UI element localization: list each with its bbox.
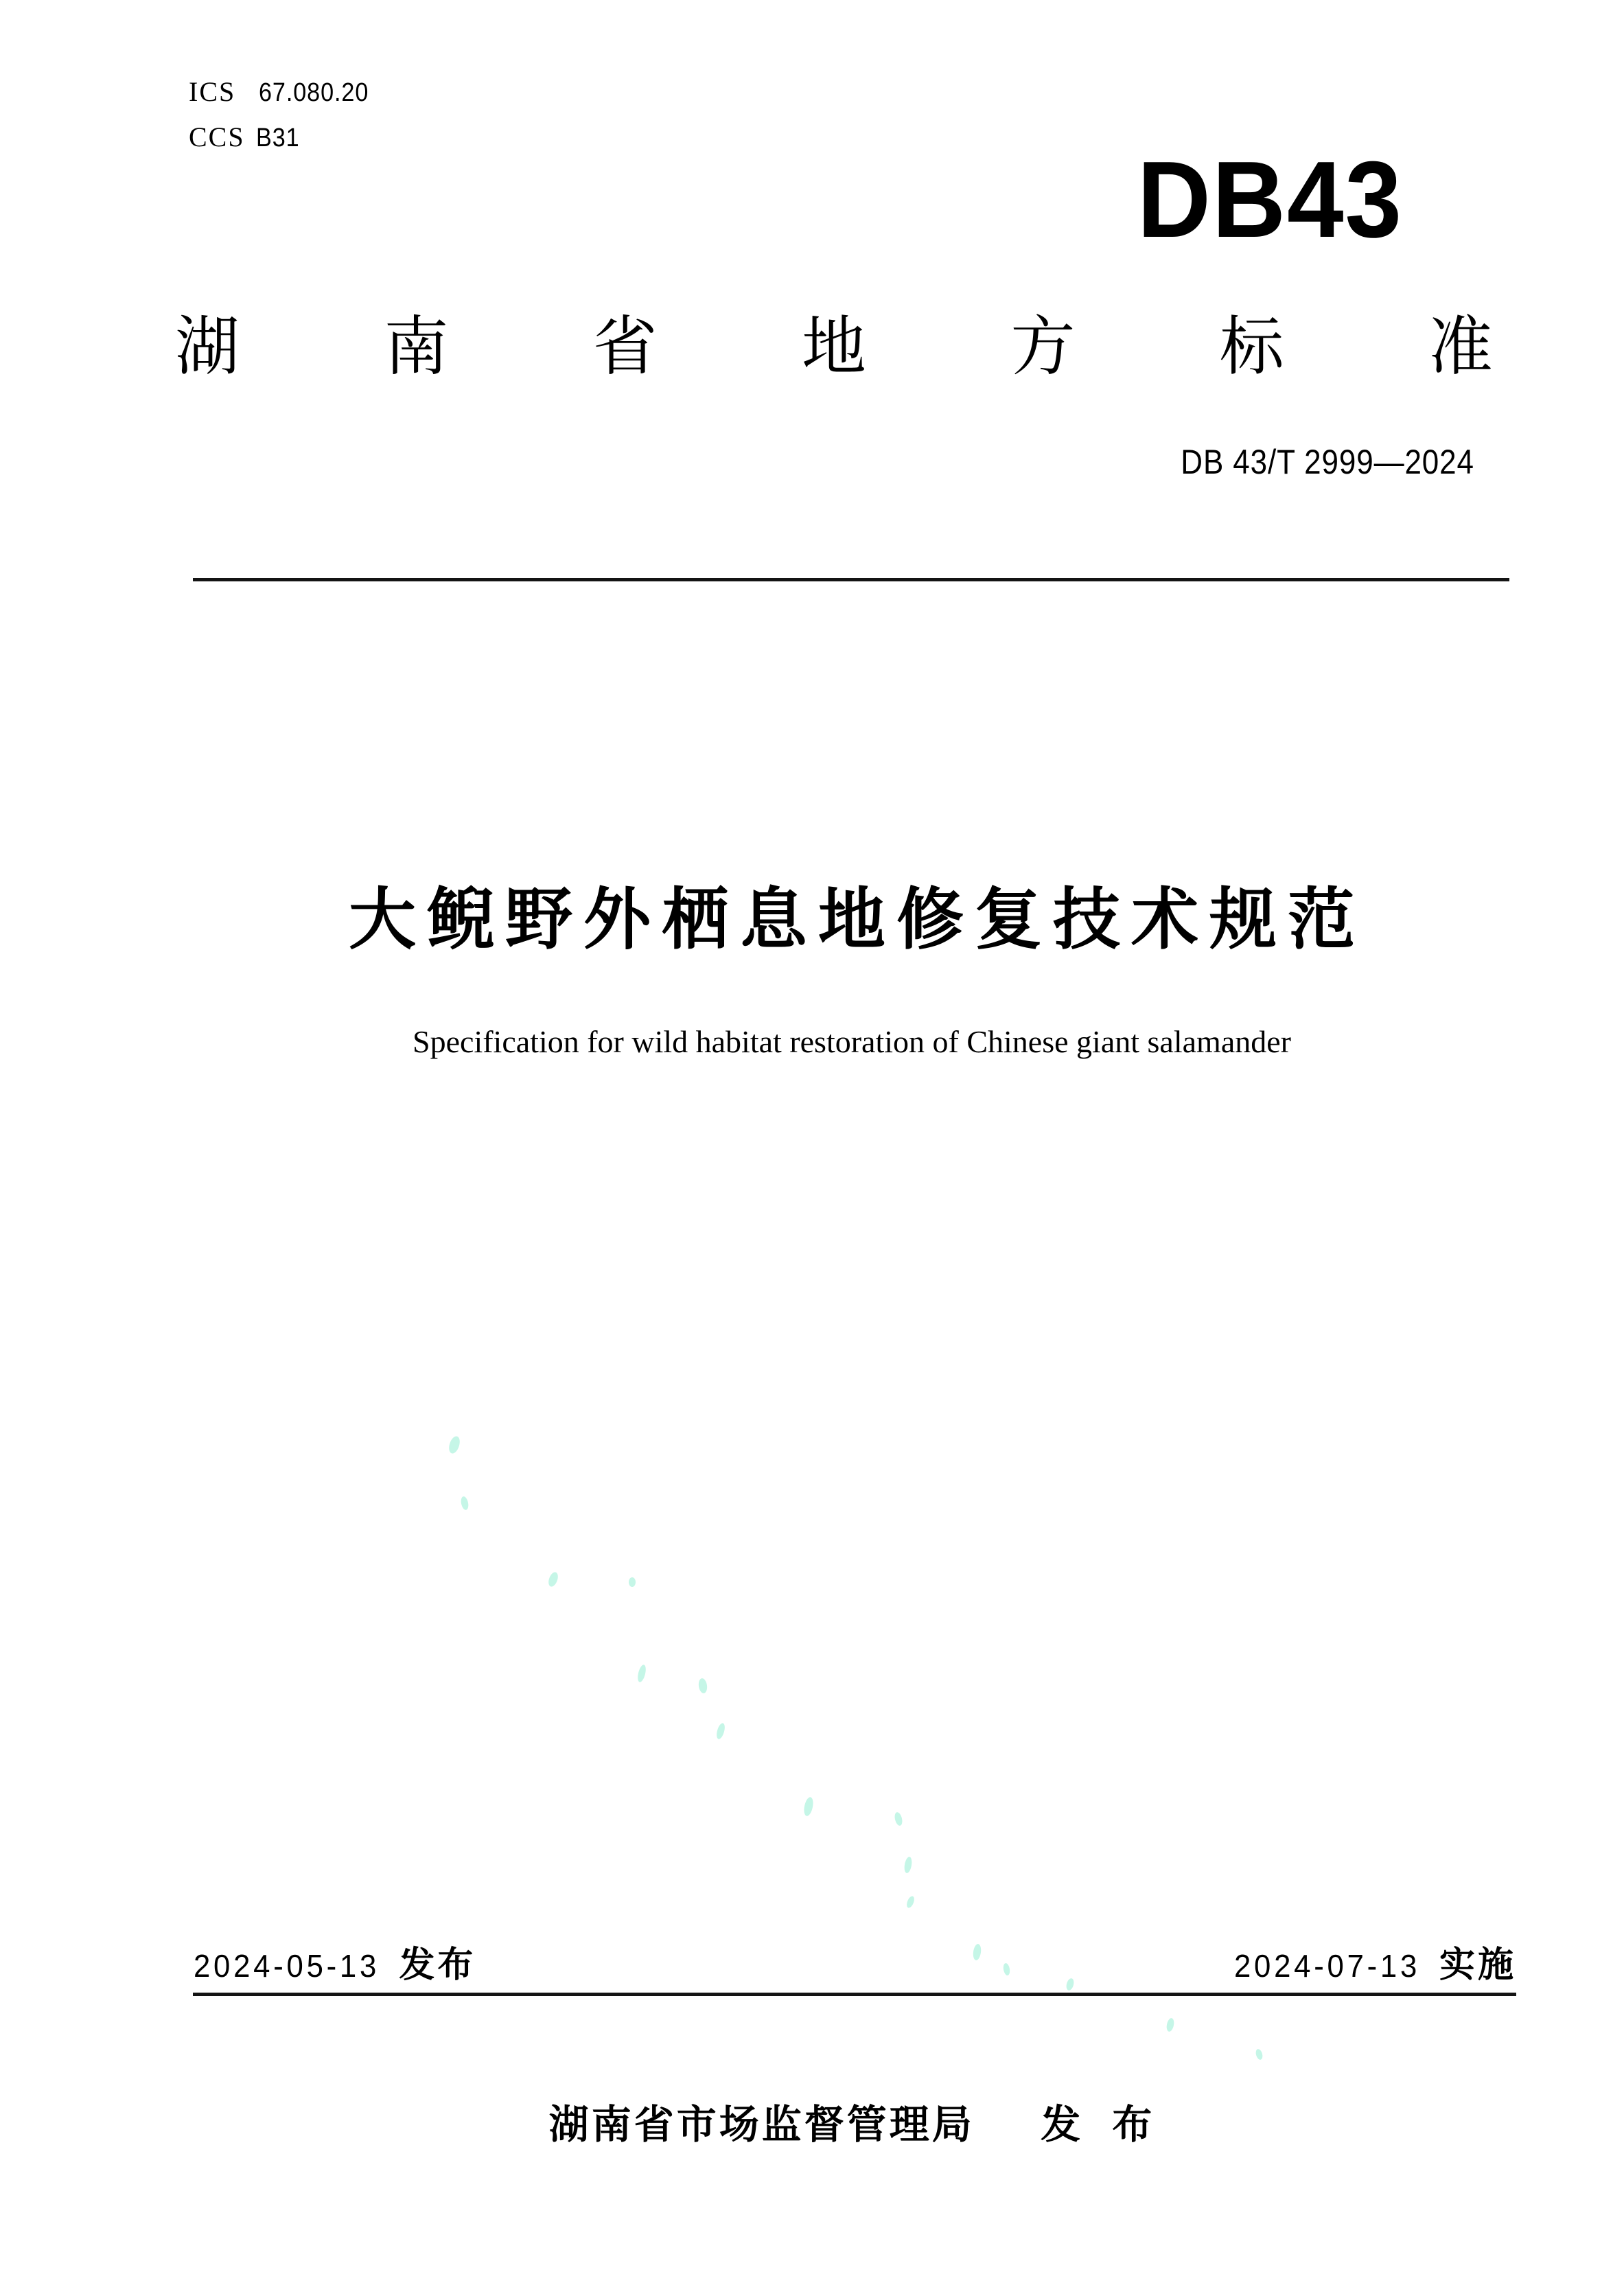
ics-value: 67.080.20 bbox=[259, 78, 369, 107]
classification-codes bbox=[189, 76, 381, 166]
publisher-row bbox=[194, 2092, 1510, 2150]
scan-artifact-speck bbox=[636, 1664, 647, 1683]
header-char: 方 bbox=[1010, 312, 1076, 383]
header-char: 准 bbox=[1428, 312, 1493, 383]
ccs-label: CCS bbox=[189, 121, 245, 152]
bottom-rule bbox=[193, 1993, 1516, 1996]
implementation-label: 实施 bbox=[1439, 1945, 1516, 1985]
ics-label: ICS bbox=[189, 76, 236, 107]
implementation-date-group bbox=[1234, 1936, 1516, 1987]
scan-artifact-speck bbox=[1165, 2017, 1175, 2032]
header-char: 南 bbox=[384, 312, 449, 383]
issue-date-group bbox=[194, 1936, 476, 1987]
scan-artifact-speck bbox=[447, 1435, 461, 1454]
ics-line bbox=[189, 76, 381, 121]
scan-artifact-speck bbox=[547, 1571, 560, 1588]
header-char: 地 bbox=[801, 312, 866, 383]
document-title-chinese: 大鲵野外栖息地修复技术规范 bbox=[348, 881, 1366, 957]
scan-artifact-speck bbox=[460, 1496, 469, 1511]
standard-type-header bbox=[175, 310, 1493, 384]
scan-artifact-speck bbox=[1255, 2048, 1264, 2061]
ccs-line bbox=[189, 121, 381, 166]
issue-date: 2024-05-13 bbox=[194, 1948, 380, 1984]
scan-artifact-speck bbox=[698, 1678, 708, 1693]
scan-artifact-speck bbox=[894, 1811, 904, 1827]
standard-number: DB 43/T 2999—2024 bbox=[1181, 443, 1474, 481]
publish-label: 发 布 bbox=[1041, 2102, 1155, 2147]
issue-label: 发布 bbox=[399, 1945, 476, 1985]
publisher-name: 湖南省市场监督管理局 bbox=[548, 2102, 975, 2147]
header-char: 标 bbox=[1219, 312, 1284, 383]
scan-artifact-speck bbox=[903, 1856, 913, 1873]
scan-artifact-speck bbox=[802, 1796, 815, 1817]
scan-artifact-speck bbox=[905, 1895, 916, 1909]
scan-artifact-speck bbox=[629, 1577, 636, 1587]
header-char: 省 bbox=[592, 312, 658, 383]
implementation-date: 2024-07-13 bbox=[1233, 1948, 1420, 1984]
header-char: 湖 bbox=[175, 312, 240, 383]
scan-artifact-speck bbox=[715, 1722, 726, 1740]
db43-logo: DB43 bbox=[1137, 139, 1403, 260]
document-title-english: Specification for wild habitat restoration of Chinese giant salamander bbox=[413, 1024, 1291, 1059]
date-row bbox=[194, 1936, 1516, 1987]
top-rule bbox=[193, 578, 1509, 581]
ccs-value: B31 bbox=[255, 124, 300, 152]
